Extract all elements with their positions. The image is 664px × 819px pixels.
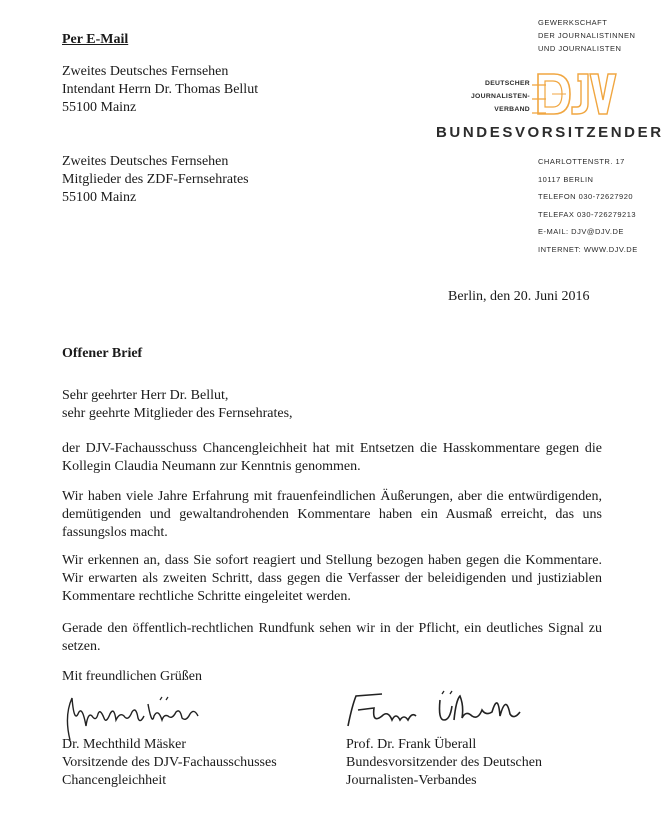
signer-2 [346,736,542,790]
signer-1 [62,736,277,790]
recipient-address-2 [62,153,249,207]
union-name-line: DER JOURNALISTINNEN [538,31,636,40]
delivery-method: Per E-Mail [62,32,129,47]
closing-phrase: Mit freundlichen Grüßen [62,669,202,684]
signer-1-role: Vorsitzende des DJV-Fachausschusses [62,755,277,770]
recipient-address-1 [62,63,258,117]
signer-2-org: Journalisten-Verbandes [346,773,477,788]
association-name [455,77,530,116]
paragraph-text: der DJV-Fachausschuss Chancengleichheit hat mit Entsetzen die Hasskommentare gegen die Kollegin Claudia Neumann zur Kenntnis genommen. [62,441,602,474]
contact-email: E-MAIL: DJV@DJV.DE [538,227,624,237]
contact-block [538,153,638,259]
contact-city: 10117 BERLIN [538,174,594,184]
salutation-line: sehr geehrte Mitglieder des Fernsehrates, [62,406,293,421]
signer-2-name: Prof. Dr. Frank Überall [346,737,477,752]
signer-2-role: Bundesvorsitzender des Deutschen [346,755,542,770]
union-name-line: GEWERKSCHAFT [538,18,608,27]
letter-subject: Offener Brief [62,346,143,361]
paragraph-text: Gerade den öffentlich-rechtlichen Rundfunk sehen wir in der Pflicht, ein deutliches Signal zu setzen. [62,621,602,654]
paragraph-text: Wir erkennen an, dass Sie sofort reagiert und Stellung bezogen haben gegen die Kommentare. Wir erwarten als zweiten Schritt, dass gegen die Verfasser der beleidigenden und justiziablen Kommentare rechtliche Schritte eingeleitet werden. [62,553,602,604]
union-name-line: UND JOURNALISTEN [538,44,622,53]
union-name [538,16,635,55]
body-paragraph [62,620,602,656]
salutation [62,387,602,423]
signer-1-name: Dr. Mechthild Mäsker [62,737,187,752]
contact-phone: TELEFON 030-72627920 [538,192,634,202]
body-paragraph [62,440,602,476]
signature-ueberall [342,686,532,736]
association-name-line: VERBAND [494,106,530,113]
signer-1-committee: Chancengleichheit [62,773,167,788]
paragraph-text: Wir haben viele Jahre Erfahrung mit frauenfeindlichen Äußerungen, aber die entwürdigenden, demütigenden und gewaltandrohenden Kommentare haben ein Ausmaß erreicht, das uns fassungslos macht. [62,489,602,540]
body-paragraph [62,488,602,542]
contact-street: CHARLOTTENSTR. 17 [538,157,625,166]
recipient-1-line: 55100 Mainz [62,100,137,115]
letter-date: Berlin, den 20. Juni 2016 [448,289,590,304]
salutation-line: Sehr geehrter Herr Dr. Bellut, [62,388,229,403]
recipient-2-line: 55100 Mainz [62,190,137,205]
contact-fax: TELEFAX 030-726279213 [538,209,637,219]
association-name-line: JOURNALISTEN- [470,93,530,100]
recipient-2-line: Mitglieder des ZDF-Fernsehrates [62,172,249,187]
body-paragraph [62,552,602,606]
contact-website: INTERNET: WWW.DJV.DE [538,244,638,254]
recipient-1-line: Zweites Deutsches Fernsehen [62,64,229,79]
djv-logo [532,70,617,118]
association-name-line: DEUTSCHER [485,80,530,87]
letterhead-title: BUNDESVORSITZENDER [436,124,664,141]
recipient-1-line: Intendant Herrn Dr. Thomas Bellut [62,82,259,97]
recipient-2-line: Zweites Deutsches Fernsehen [62,154,229,169]
